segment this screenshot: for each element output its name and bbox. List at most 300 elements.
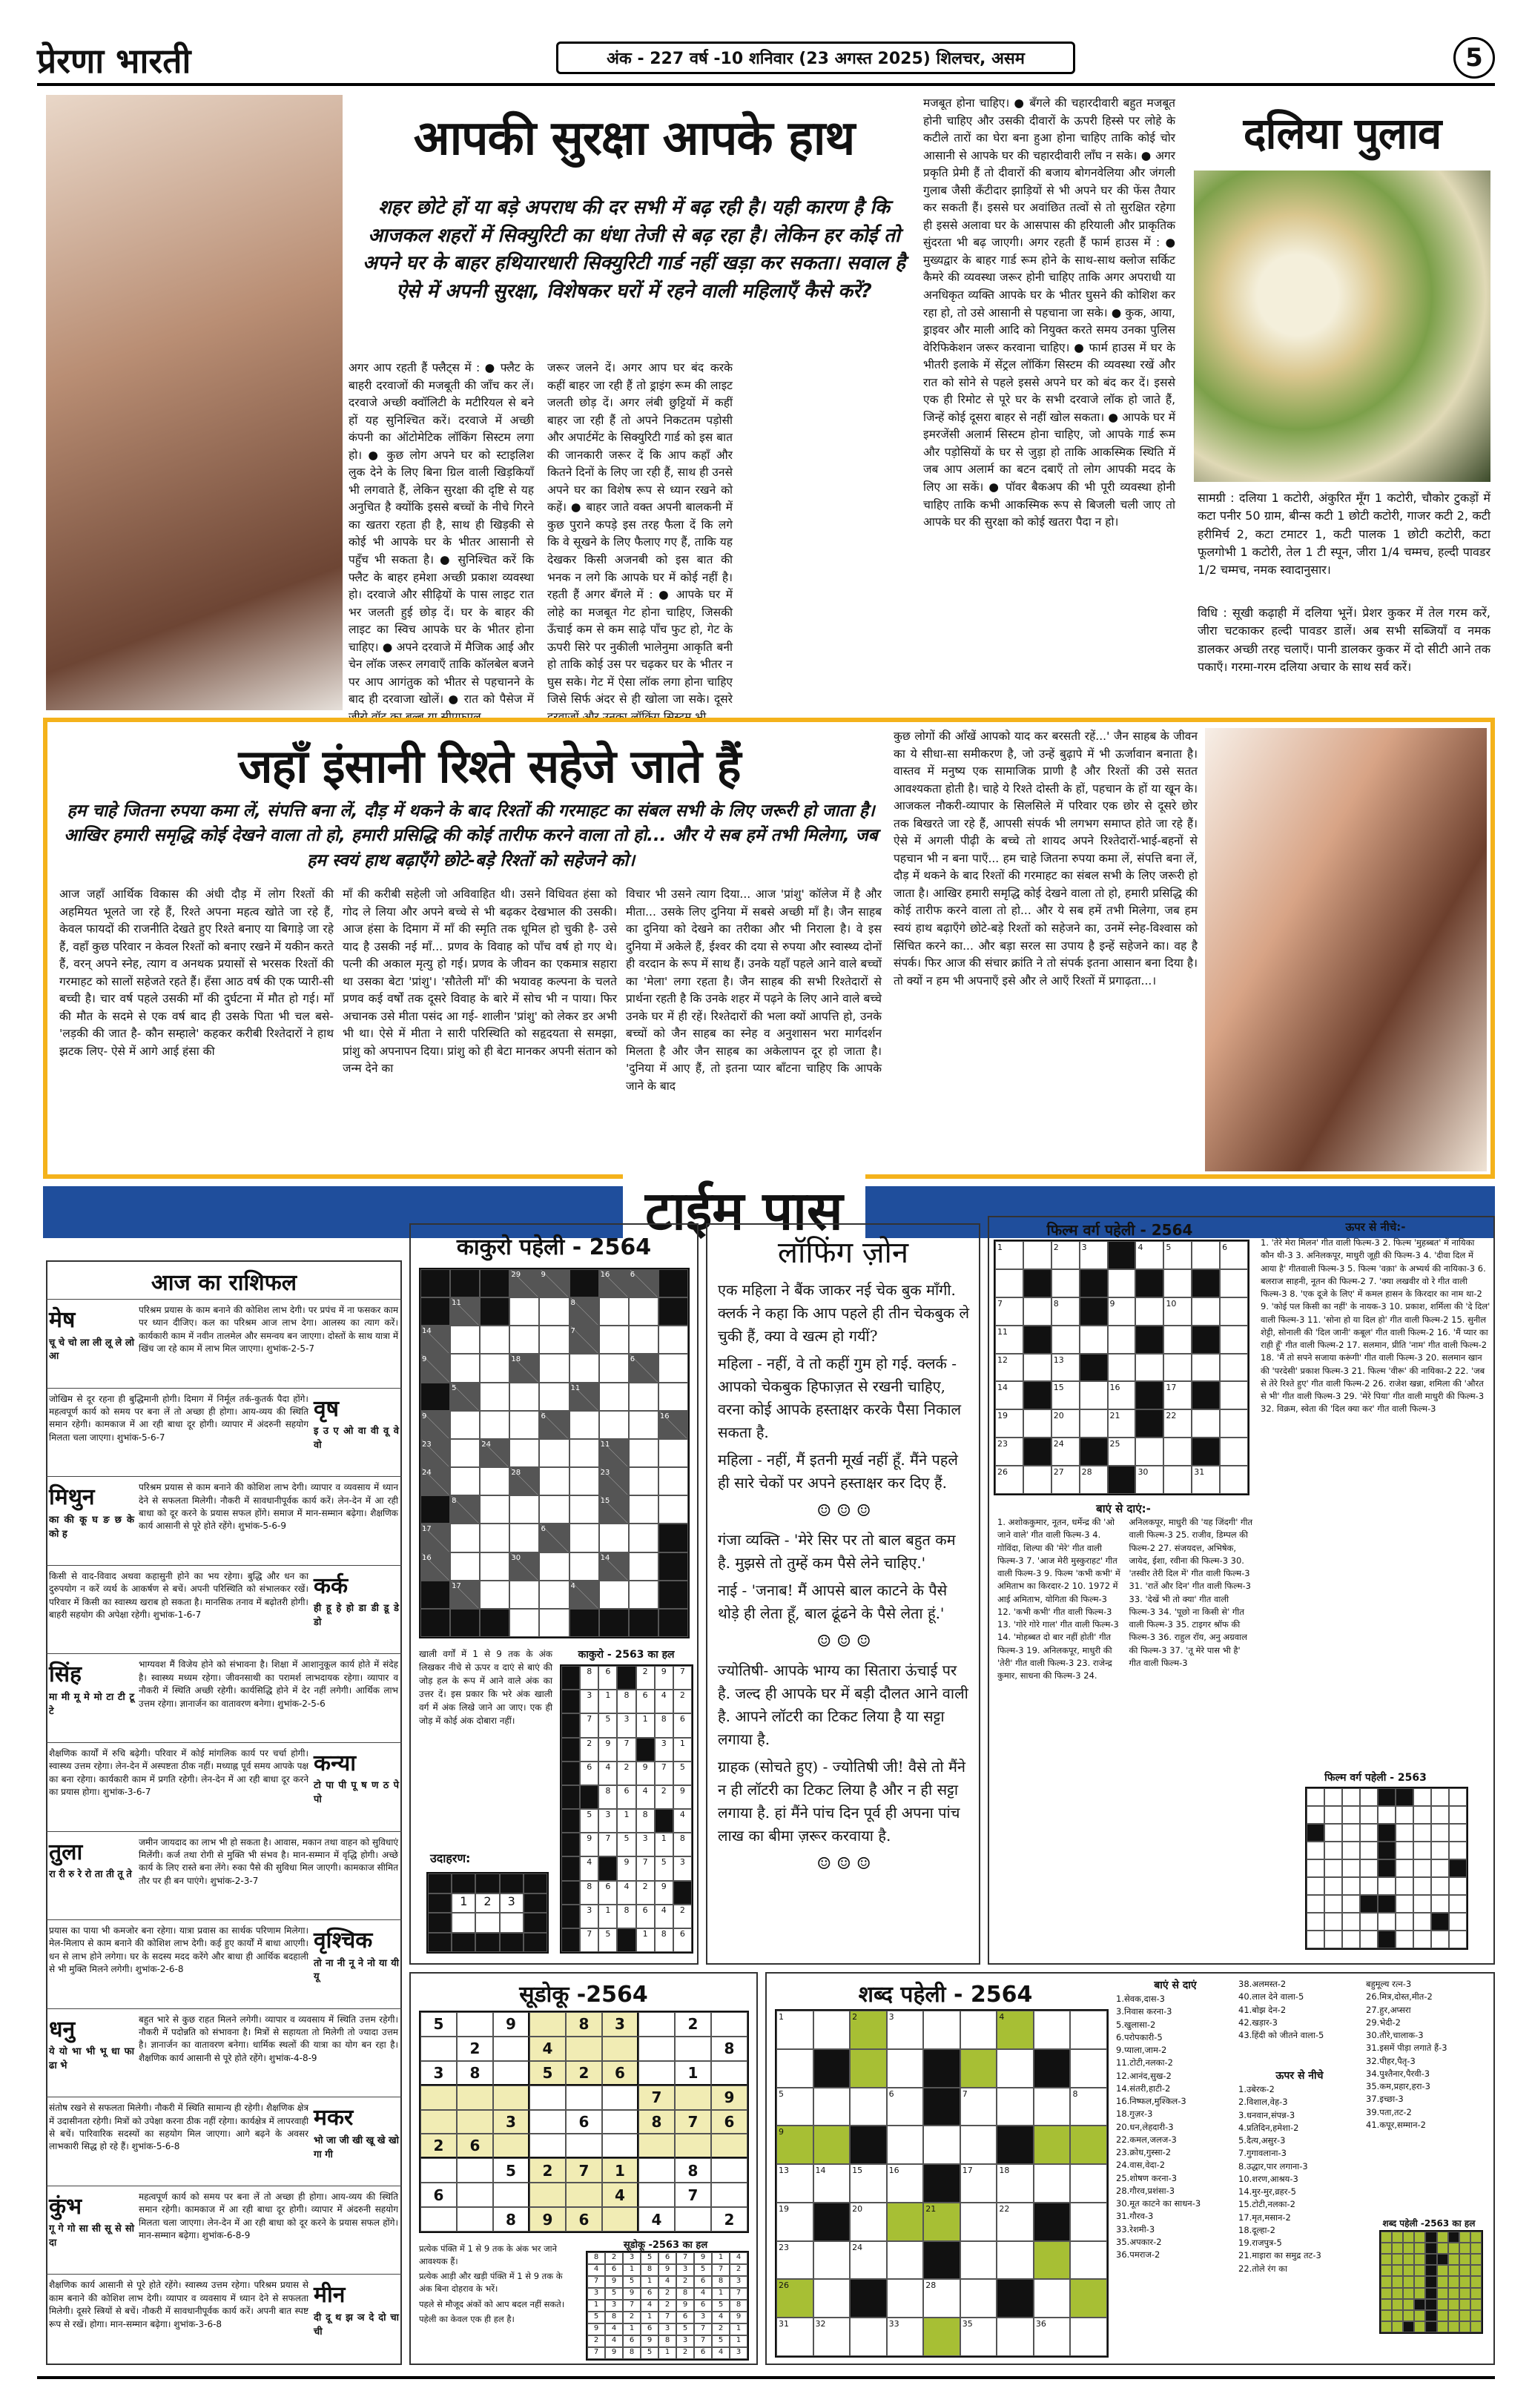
sudoku-cell[interactable] (602, 2037, 638, 2061)
sudoku-cell[interactable] (638, 2183, 675, 2207)
kakuro-cell[interactable] (480, 1467, 509, 1495)
shabd-cell[interactable] (1070, 2318, 1107, 2356)
sudoku-cell[interactable]: 1 (675, 2061, 711, 2086)
sudoku-cell[interactable] (602, 2110, 638, 2134)
shabd-cell[interactable]: 33 (887, 2318, 924, 2356)
film-cell[interactable]: 28 (1080, 1466, 1108, 1494)
film-cell[interactable]: 23 (995, 1438, 1023, 1466)
kakuro-cell[interactable] (629, 1439, 658, 1467)
sudoku-cell[interactable]: 9 (493, 2012, 529, 2037)
film-cell[interactable] (1023, 1241, 1051, 1269)
kakuro-cell (450, 1609, 480, 1637)
film-cell[interactable] (1192, 1409, 1220, 1438)
shabd-cell[interactable]: 28 (923, 2279, 960, 2318)
film-cell[interactable] (1108, 1326, 1136, 1354)
kakuro-cell[interactable] (569, 1411, 599, 1439)
kakuro-cell[interactable] (569, 1467, 599, 1495)
shabd-cell[interactable] (997, 2049, 1034, 2088)
sudoku-cell[interactable] (638, 2158, 675, 2183)
film-cell[interactable] (1023, 1297, 1051, 1326)
shabd-cell[interactable] (887, 2126, 924, 2164)
sudoku-cell[interactable]: 4 (529, 2037, 566, 2061)
sudoku-cell[interactable] (675, 2134, 711, 2158)
sudoku-cell[interactable]: 3 (493, 2110, 529, 2134)
shabd-cell[interactable] (813, 2241, 851, 2280)
sudoku-cell[interactable]: 5 (493, 2158, 529, 2183)
film-solution-cell (1324, 1806, 1342, 1824)
film-cell[interactable] (1080, 1326, 1108, 1354)
film-cell[interactable] (1220, 1438, 1248, 1466)
shabd-cell[interactable] (887, 2203, 924, 2241)
kakuro-cell[interactable] (509, 1326, 539, 1354)
sudoku-cell[interactable]: 6 (420, 2183, 457, 2207)
sudoku-cell[interactable]: 7 (566, 2158, 602, 2183)
kakuro-cell[interactable] (599, 1383, 629, 1411)
kakuro-cell[interactable] (450, 1411, 480, 1439)
rashi-name: धनु (49, 2016, 76, 2042)
shabd-cell[interactable]: 19 (776, 2203, 813, 2241)
shabd-cell[interactable]: 22 (997, 2203, 1034, 2241)
kakuro-cell[interactable] (658, 1383, 688, 1411)
kakuro-cell (569, 1609, 599, 1637)
kakuro-solution-cell (561, 1928, 580, 1952)
shabd-cell[interactable] (887, 2241, 924, 2280)
kakuro-cell[interactable] (629, 1524, 658, 1552)
shabd-cell[interactable]: 4 (997, 2011, 1034, 2049)
film-cell[interactable] (1135, 1297, 1163, 1326)
sudoku-cell[interactable]: 4 (602, 2183, 638, 2207)
shabd-cell[interactable] (1070, 2011, 1107, 2049)
sudoku-solution-cell: 5 (676, 2323, 694, 2335)
shabd-cell[interactable]: 8 (1070, 2088, 1107, 2126)
sudoku-cell[interactable]: 6 (566, 2207, 602, 2232)
sudoku-cell[interactable] (529, 2086, 566, 2110)
film-cell[interactable] (1080, 1381, 1108, 1409)
shabd-cell[interactable] (1034, 2279, 1071, 2318)
kakuro-cell[interactable] (658, 1467, 688, 1495)
kakuro-cell[interactable] (629, 1581, 658, 1609)
sudoku-cell[interactable] (675, 2037, 711, 2061)
film-cell[interactable]: 25 (1108, 1438, 1136, 1466)
sudoku-solution-cell: 8 (587, 2252, 605, 2264)
sudoku-cell[interactable]: 6 (566, 2110, 602, 2134)
sudoku-cell[interactable]: 4 (638, 2207, 675, 2232)
sudoku-cell[interactable] (711, 2061, 747, 2086)
clue-item: 39.पता,तट-2 (1366, 2106, 1412, 2117)
kakuro-cell[interactable] (569, 1439, 599, 1467)
sudoku-cell[interactable] (566, 2037, 602, 2061)
sudoku-cell[interactable] (638, 2012, 675, 2037)
shabd-cell[interactable]: 14 (813, 2164, 851, 2203)
kakuro-cell[interactable] (509, 1524, 539, 1552)
kakuro-cell[interactable] (480, 1495, 509, 1524)
kakuro-cell[interactable] (599, 1297, 629, 1326)
sudoku-cell[interactable] (711, 2158, 747, 2183)
kakuro-cell[interactable] (658, 1439, 688, 1467)
shabd-cell[interactable]: 21 (923, 2203, 960, 2241)
sudoku-cell[interactable] (529, 2134, 566, 2158)
film-cell[interactable]: 15 (1051, 1381, 1080, 1409)
shabd-cell[interactable] (1070, 2164, 1107, 2203)
shabd-cell[interactable] (1070, 2203, 1107, 2241)
film-cell[interactable] (1023, 1409, 1051, 1438)
shabd-cell[interactable] (850, 2318, 887, 2356)
kakuro-cell[interactable] (599, 1354, 629, 1382)
kakuro-cell[interactable] (509, 1495, 539, 1524)
film-cell[interactable]: 2 (1051, 1241, 1080, 1269)
kakuro-cell[interactable] (629, 1383, 658, 1411)
sudoku-cell[interactable] (457, 2207, 493, 2232)
film-cell[interactable]: 24 (1051, 1438, 1080, 1466)
film-cell[interactable] (1051, 1326, 1080, 1354)
kakuro-cell[interactable] (629, 1467, 658, 1495)
film-cell[interactable] (1163, 1438, 1192, 1466)
film-cell[interactable]: 20 (1051, 1409, 1080, 1438)
film-cell[interactable] (1220, 1381, 1248, 1409)
film-cell[interactable] (995, 1269, 1023, 1297)
film-cell[interactable] (1163, 1354, 1192, 1382)
shabd-cell[interactable] (923, 2126, 960, 2164)
sudoku-cell[interactable] (493, 2037, 529, 2061)
shabd-cell[interactable] (887, 2049, 924, 2088)
sudoku-cell[interactable] (420, 2037, 457, 2061)
kakuro-cell[interactable] (450, 1439, 480, 1467)
film-cell[interactable]: 19 (995, 1409, 1023, 1438)
shabd-cell[interactable] (776, 2049, 813, 2088)
kakuro-cell[interactable] (539, 1354, 569, 1382)
kakuro-cell[interactable] (599, 1581, 629, 1609)
film-cell[interactable]: 13 (1051, 1354, 1080, 1382)
film-cell[interactable]: 8 (1051, 1297, 1080, 1326)
film-cell[interactable] (1023, 1354, 1051, 1382)
sudoku-cell[interactable] (602, 2086, 638, 2110)
sudoku-cell[interactable]: 8 (675, 2158, 711, 2183)
kakuro-cell[interactable] (450, 1524, 480, 1552)
shabd-cell[interactable]: 2 (850, 2011, 887, 2049)
kakuro-cell[interactable] (480, 1383, 509, 1411)
kakuro-cell[interactable] (480, 1552, 509, 1581)
rashi-label (49, 1481, 134, 1541)
sudoku-cell[interactable]: 7 (638, 2086, 675, 2110)
sudoku-cell[interactable] (566, 2183, 602, 2207)
shabd-cell[interactable] (1070, 2279, 1107, 2318)
film-cell[interactable]: 5 (1163, 1241, 1192, 1269)
kakuro-cell[interactable] (450, 1552, 480, 1581)
film-cell[interactable]: 6 (1220, 1241, 1248, 1269)
sudoku-cell[interactable] (457, 2183, 493, 2207)
kakuro-cell[interactable] (599, 1411, 629, 1439)
kakuro-cell[interactable] (629, 1552, 658, 1581)
film-cell[interactable] (1163, 1269, 1192, 1297)
sudoku-cell[interactable]: 8 (493, 2207, 529, 2232)
shabd-cell[interactable]: 5 (776, 2088, 813, 2126)
shabd-cell[interactable]: 18 (997, 2164, 1034, 2203)
sudoku-cell[interactable]: 8 (457, 2061, 493, 2086)
sudoku-cell[interactable]: 6 (602, 2061, 638, 2086)
sudoku-solution-cell: 7 (623, 2300, 641, 2312)
sudoku-cell[interactable] (457, 2158, 493, 2183)
sudoku-cell[interactable]: 3 (420, 2061, 457, 2086)
film-cell[interactable] (1192, 1241, 1220, 1269)
film-cell[interactable]: 3 (1080, 1241, 1108, 1269)
sudoku-cell[interactable] (493, 2134, 529, 2158)
film-cell[interactable] (1080, 1409, 1108, 1438)
film-cell[interactable]: 16 (1108, 1381, 1136, 1409)
film-cell[interactable]: 9 (1108, 1297, 1136, 1326)
sudoku-cell[interactable] (529, 2012, 566, 2037)
shabd-cell[interactable]: 20 (850, 2203, 887, 2241)
sudoku-cell[interactable] (638, 2037, 675, 2061)
shabd-grid[interactable] (775, 2009, 1109, 2358)
sudoku-cell[interactable]: 2 (529, 2158, 566, 2183)
shabd-cell[interactable] (960, 2049, 997, 2088)
sudoku-cell[interactable]: 5 (420, 2012, 457, 2037)
shabd-cell[interactable]: 15 (850, 2164, 887, 2203)
film-cell[interactable]: 17 (1163, 1381, 1192, 1409)
kakuro-cell[interactable] (629, 1297, 658, 1326)
film-solution-cell (1360, 1895, 1378, 1913)
shabd-cell[interactable] (960, 2203, 997, 2241)
shabd-cell[interactable] (1034, 2241, 1071, 2280)
film-solution-cell (1324, 1931, 1342, 1948)
shabd-cell[interactable]: 16 (887, 2164, 924, 2203)
film-cell[interactable]: 26 (995, 1466, 1023, 1494)
kakuro-grid[interactable] (419, 1268, 690, 1638)
shabd-cell[interactable] (960, 2241, 997, 2280)
film-cell[interactable]: 10 (1163, 1297, 1192, 1326)
film-cell[interactable] (1220, 1269, 1248, 1297)
sudoku-cell[interactable] (675, 2207, 711, 2232)
kakuro-cell[interactable] (450, 1467, 480, 1495)
film-cell[interactable] (1163, 1326, 1192, 1354)
sudoku-grid[interactable] (419, 2011, 749, 2233)
shabd-cell[interactable]: 17 (960, 2164, 997, 2203)
shabd-cell[interactable]: 26 (776, 2279, 813, 2318)
shabd-cell[interactable]: 32 (813, 2318, 851, 2356)
sudoku-cell[interactable] (529, 2110, 566, 2134)
kakuro-cell[interactable] (629, 1326, 658, 1354)
kakuro-cell[interactable] (569, 1552, 599, 1581)
sudoku-cell[interactable]: 8 (566, 2012, 602, 2037)
sudoku-cell[interactable]: 2 (420, 2134, 457, 2158)
sudoku-cell[interactable]: 3 (602, 2012, 638, 2037)
sudoku-cell[interactable]: 5 (529, 2061, 566, 2086)
film-cell[interactable]: 21 (1108, 1409, 1136, 1438)
shabd-cell[interactable] (1070, 2241, 1107, 2280)
sudoku-cell[interactable] (493, 2061, 529, 2086)
film-cell[interactable]: 22 (1163, 1409, 1192, 1438)
kakuro-cell[interactable] (480, 1524, 509, 1552)
shabd-cell[interactable] (923, 2318, 960, 2356)
shabd-cell[interactable] (813, 2088, 851, 2126)
film-grid[interactable] (994, 1240, 1249, 1495)
sudoku-cell[interactable] (602, 2134, 638, 2158)
film-cell[interactable]: 31 (1192, 1466, 1220, 1494)
sudoku-cell[interactable]: 7 (675, 2183, 711, 2207)
shabd-cell[interactable] (813, 2011, 851, 2049)
sudoku-cell[interactable] (711, 2012, 747, 2037)
shabd-cell[interactable] (1070, 2126, 1107, 2164)
shabd-cell[interactable] (960, 2011, 997, 2049)
film-cell[interactable] (1220, 1297, 1248, 1326)
shabd-cell[interactable] (887, 2279, 924, 2318)
film-cell[interactable] (1135, 1438, 1163, 1466)
kakuro-solution-cell: 3 (655, 1738, 673, 1762)
kakuro-solution-cell (598, 1856, 617, 1880)
sudoku-cell[interactable] (420, 2110, 457, 2134)
shabd-cell[interactable] (997, 2318, 1034, 2356)
shabd-cell[interactable] (850, 2049, 887, 2088)
kakuro-cell[interactable] (569, 1495, 599, 1524)
film-cell[interactable] (1163, 1466, 1192, 1494)
kakuro-cell[interactable] (569, 1524, 599, 1552)
shabd-cell[interactable]: 6 (887, 2088, 924, 2126)
shabd-cell[interactable] (1034, 2164, 1071, 2203)
shabd-cell[interactable] (1034, 2088, 1071, 2126)
shabd-cell[interactable] (923, 2011, 960, 2049)
film-cell[interactable] (1192, 1354, 1220, 1382)
shabd-cell[interactable] (850, 2088, 887, 2126)
film-cell[interactable]: 27 (1051, 1466, 1080, 1494)
kakuro-cell[interactable] (539, 1439, 569, 1467)
film-solution-cell (1324, 1877, 1342, 1895)
shabd-cell[interactable] (997, 2241, 1034, 2280)
film-cell[interactable] (1135, 1354, 1163, 1382)
film-cell[interactable] (1220, 1326, 1248, 1354)
sudoku-cell[interactable] (420, 2207, 457, 2232)
kakuro-cell[interactable] (450, 1354, 480, 1382)
sudoku-cell[interactable] (457, 2110, 493, 2134)
sudoku-rule: पहेली का केवल एक ही हल है। (419, 2314, 515, 2325)
kakuro-solution-cell: 7 (580, 1928, 598, 1952)
kakuro-cell[interactable] (599, 1326, 629, 1354)
film-cell[interactable]: 11 (995, 1326, 1023, 1354)
kakuro-cell[interactable] (509, 1609, 539, 1637)
film-cell[interactable] (1220, 1409, 1248, 1438)
film-cell[interactable] (1051, 1269, 1080, 1297)
sudoku-cell[interactable]: 2 (675, 2012, 711, 2037)
kakuro-cell[interactable] (539, 1467, 569, 1495)
kakuro-cell[interactable] (480, 1411, 509, 1439)
kakuro-cell[interactable] (480, 1326, 509, 1354)
sudoku-cell[interactable] (457, 2012, 493, 2037)
shabd-cell[interactable]: 24 (850, 2241, 887, 2280)
sudoku-cell[interactable]: 6 (457, 2134, 493, 2158)
sudoku-cell[interactable] (566, 2086, 602, 2110)
film-cell[interactable]: 14 (995, 1381, 1023, 1409)
sudoku-cell[interactable] (420, 2086, 457, 2110)
sudoku-cell[interactable] (638, 2134, 675, 2158)
kakuro-cell[interactable] (480, 1581, 509, 1609)
sudoku-cell[interactable]: 2 (566, 2061, 602, 2086)
kakuro-cell[interactable] (629, 1495, 658, 1524)
sudoku-cell[interactable]: 8 (638, 2110, 675, 2134)
kakuro-cell[interactable] (599, 1524, 629, 1552)
kakuro-cell[interactable] (629, 1411, 658, 1439)
kakuro-cell[interactable] (450, 1326, 480, 1354)
kakuro-cell[interactable] (509, 1581, 539, 1609)
kakuro-cell[interactable] (509, 1297, 539, 1326)
film-cell[interactable] (1220, 1466, 1248, 1494)
kakuro-cell[interactable] (539, 1552, 569, 1581)
kakuro-cell[interactable] (539, 1326, 569, 1354)
kakuro-cell[interactable] (480, 1354, 509, 1382)
film-cell[interactable]: 4 (1135, 1241, 1163, 1269)
sudoku-cell[interactable]: 1 (602, 2158, 638, 2183)
shabd-cell[interactable] (997, 2088, 1034, 2126)
film-cell[interactable]: 1 (995, 1241, 1023, 1269)
shabd-cell[interactable] (1070, 2049, 1107, 2088)
sudoku-cell[interactable] (529, 2183, 566, 2207)
sudoku-cell[interactable] (493, 2086, 529, 2110)
film-cell[interactable] (1108, 1354, 1136, 1382)
kakuro-cell[interactable] (658, 1326, 688, 1354)
film-cell[interactable]: 30 (1135, 1466, 1163, 1494)
shabd-cell[interactable]: 1 (776, 2011, 813, 2049)
sudoku-cell[interactable] (457, 2086, 493, 2110)
kakuro-cell[interactable] (509, 1411, 539, 1439)
sudoku-cell[interactable] (602, 2207, 638, 2232)
kakuro-cell[interactable] (509, 1383, 539, 1411)
film-cell[interactable] (1192, 1297, 1220, 1326)
sudoku-cell[interactable]: 2 (457, 2037, 493, 2061)
kakuro-cell[interactable] (539, 1495, 569, 1524)
kakuro-cell[interactable] (658, 1495, 688, 1524)
sudoku-cell[interactable]: 8 (711, 2037, 747, 2061)
sudoku-rule: प्रत्येक पंक्ति में 1 से 9 तक के अंक भर जाने आवश्यक हैं। (419, 2243, 557, 2266)
sudoku-cell[interactable] (711, 2183, 747, 2207)
film-cell[interactable] (1023, 1466, 1051, 1494)
kakuro-cell[interactable] (569, 1354, 599, 1382)
sudoku-cell[interactable] (566, 2134, 602, 2158)
kakuro-cell[interactable] (539, 1297, 569, 1326)
kakuro-cell[interactable] (539, 1609, 569, 1637)
sudoku-cell[interactable]: 9 (711, 2086, 747, 2110)
sudoku-cell[interactable] (675, 2086, 711, 2110)
shabd-cell[interactable]: 7 (960, 2088, 997, 2126)
shabd-cell[interactable] (1034, 2011, 1071, 2049)
kakuro-cell[interactable] (539, 1383, 569, 1411)
shabd-cell[interactable] (960, 2279, 997, 2318)
shabd-cell[interactable] (813, 2279, 851, 2318)
shabd-cell[interactable] (813, 2126, 851, 2164)
sudoku-cell[interactable]: 2 (711, 2207, 747, 2232)
shabd-cell[interactable]: 36 (1034, 2318, 1071, 2356)
sudoku-cell[interactable] (711, 2134, 747, 2158)
sudoku-cell[interactable] (493, 2183, 529, 2207)
shabd-cell[interactable]: 3 (887, 2011, 924, 2049)
shabd-cell[interactable]: 35 (960, 2318, 997, 2356)
film-cell[interactable]: 7 (995, 1297, 1023, 1326)
film-cell[interactable] (1220, 1354, 1248, 1382)
sudoku-cell[interactable] (420, 2158, 457, 2183)
kakuro-cell[interactable] (509, 1439, 539, 1467)
sudoku-cell[interactable]: 6 (711, 2110, 747, 2134)
film-cell[interactable]: 12 (995, 1354, 1023, 1382)
shabd-cell[interactable] (960, 2126, 997, 2164)
sudoku-cell[interactable]: 7 (675, 2110, 711, 2134)
shabd-cell[interactable]: 13 (776, 2164, 813, 2203)
shabd-cell[interactable] (1034, 2126, 1071, 2164)
kakuro-cell[interactable] (539, 1581, 569, 1609)
film-cell[interactable] (1108, 1269, 1136, 1297)
shabd-cell[interactable]: 9 (776, 2126, 813, 2164)
sudoku-cell[interactable] (638, 2061, 675, 2086)
sudoku-cell[interactable]: 9 (529, 2207, 566, 2232)
shabd-cell[interactable]: 23 (776, 2241, 813, 2280)
kakuro-cell[interactable] (658, 1354, 688, 1382)
shabd-cell[interactable]: 31 (776, 2318, 813, 2356)
